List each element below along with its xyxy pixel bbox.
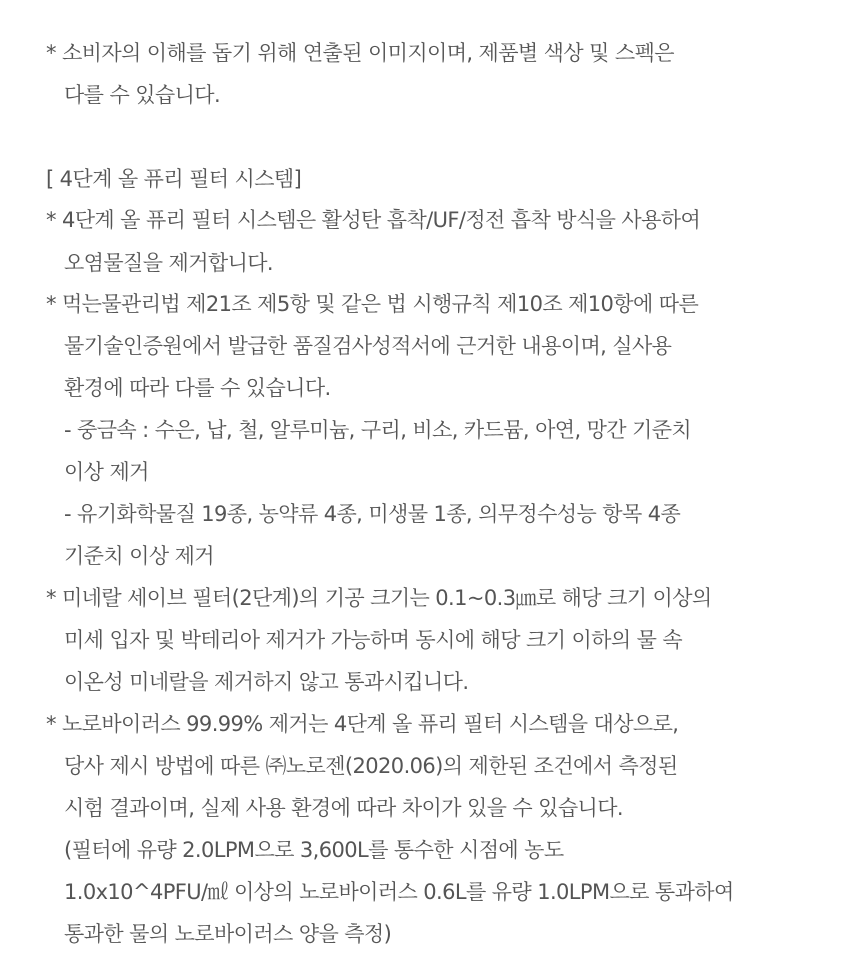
note-1-line-2: 오염물질을 제거합니다.: [64, 251, 274, 275]
note-4-line-3: 시험 결과이며, 실제 사용 환경에 따라 차이가 있을 수 있습니다.: [64, 796, 623, 820]
note-2-line-2: 물기술인증원에서 발급한 품질검사성적서에 근거한 내용이며, 실사용: [64, 334, 672, 358]
note-2-line-6: - 유기화학물질 19종, 농약류 4종, 미생물 1종, 의무정수성능 항목 4종: [64, 502, 681, 526]
note-3-line-3: 이온성 미네랄을 제거하지 않고 통과시킵니다.: [64, 670, 469, 694]
note-2-line-5: 이상 제거: [64, 460, 149, 484]
section-title: [ 4단계 올 퓨리 필터 시스템]: [46, 167, 302, 191]
note-2-line-1: * 먹는물관리법 제21조 제5항 및 같은 법 시행규칙 제10조 제10항에 따른: [46, 292, 699, 316]
note-4-line-1: * 노로바이러스 99.99% 제거는 4단계 올 퓨리 필터 시스템을 대상으로,: [46, 712, 679, 736]
note-2-line-7: 기준치 이상 제거: [64, 544, 214, 568]
note-3-line-1: * 미네랄 세이브 필터(2단계)의 기공 크기는 0.1~0.3㎛로 해당 크기 이상의: [46, 586, 712, 610]
intro-line-2: 다를 수 있습니다.: [64, 83, 221, 107]
note-2-line-4: - 중금속 : 수은, 납, 철, 알루미늄, 구리, 비소, 카드뮴, 아연, 망간 기준치: [64, 418, 692, 442]
note-4-line-6: 통과한 물의 노로바이러스 양을 측정): [64, 922, 392, 946]
note-2-line-3: 환경에 따라 다를 수 있습니다.: [64, 376, 331, 400]
intro-line-1: * 소비자의 이해를 돕기 위해 연출된 이미지이며, 제품별 색상 및 스펙은: [46, 41, 674, 65]
note-3-line-2: 미세 입자 및 박테리아 제거가 가능하며 동시에 해당 크기 이하의 물 속: [64, 628, 683, 652]
note-4-line-4: (필터에 유량 2.0LPM으로 3,600L를 통수한 시점에 농도: [64, 838, 564, 862]
note-4-line-5: 1.0x10^4PFU/㎖ 이상의 노로바이러스 0.6L를 유량 1.0LPM으로 통과하여: [64, 880, 734, 904]
note-4-line-2: 당사 제시 방법에 따른 ㈜노로젠(2020.06)의 제한된 조건에서 측정된: [64, 754, 678, 778]
note-1-line-1: * 4단계 올 퓨리 필터 시스템은 활성탄 흡착/UF/정전 흡착 방식을 사용하여: [46, 208, 701, 232]
